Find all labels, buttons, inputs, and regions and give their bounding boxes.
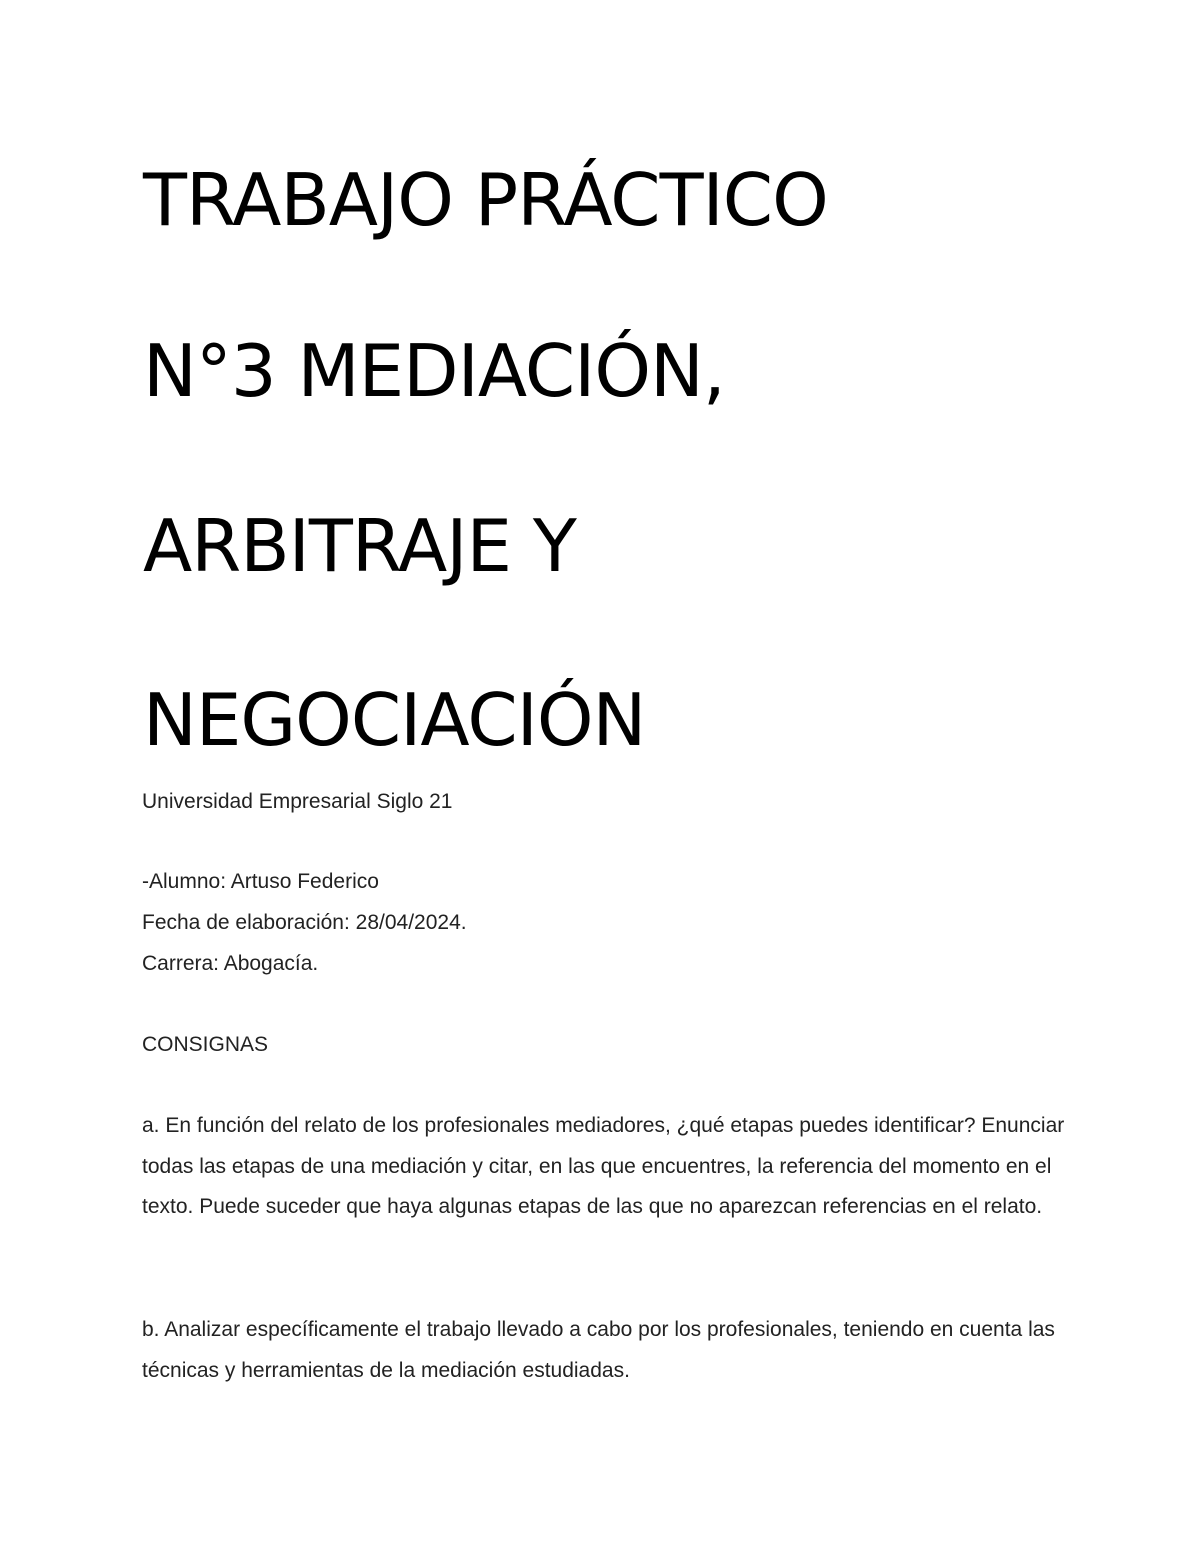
career: Carrera: Abogacía.: [142, 952, 319, 975]
elaboration-date: Fecha de elaboración: 28/04/2024.: [142, 911, 467, 934]
instruction-b: b. Analizar específicamente el trabajo llevado a cabo por los profesionales, teniendo en cuenta las técnicas y herramientas de la mediación estudiadas.: [142, 1318, 1055, 1382]
title-line-1: TRABAJO PRÁCTICO: [143, 158, 828, 242]
title-line-2: N°3 MEDIACIÓN,: [143, 329, 725, 413]
university-name: Universidad Empresarial Siglo 21: [142, 790, 453, 813]
instruction-a: a. En función del relato de los profesionales mediadores, ¿qué etapas puedes identificar? Enunciar todas las etapas de una mediación y citar, en las que encuentres, la referencia del momento en el texto. Puede suceder que haya algunas etapas de las que no aparezcan referencias en el relato.: [142, 1114, 1065, 1218]
section-heading-consignas: CONSIGNAS: [142, 1033, 269, 1056]
title-line-4: NEGOCIACIÓN: [143, 678, 646, 762]
title-line-3: ARBITRAJE Y: [143, 504, 576, 588]
student-name: -Alumno: Artuso Federico: [142, 870, 379, 893]
